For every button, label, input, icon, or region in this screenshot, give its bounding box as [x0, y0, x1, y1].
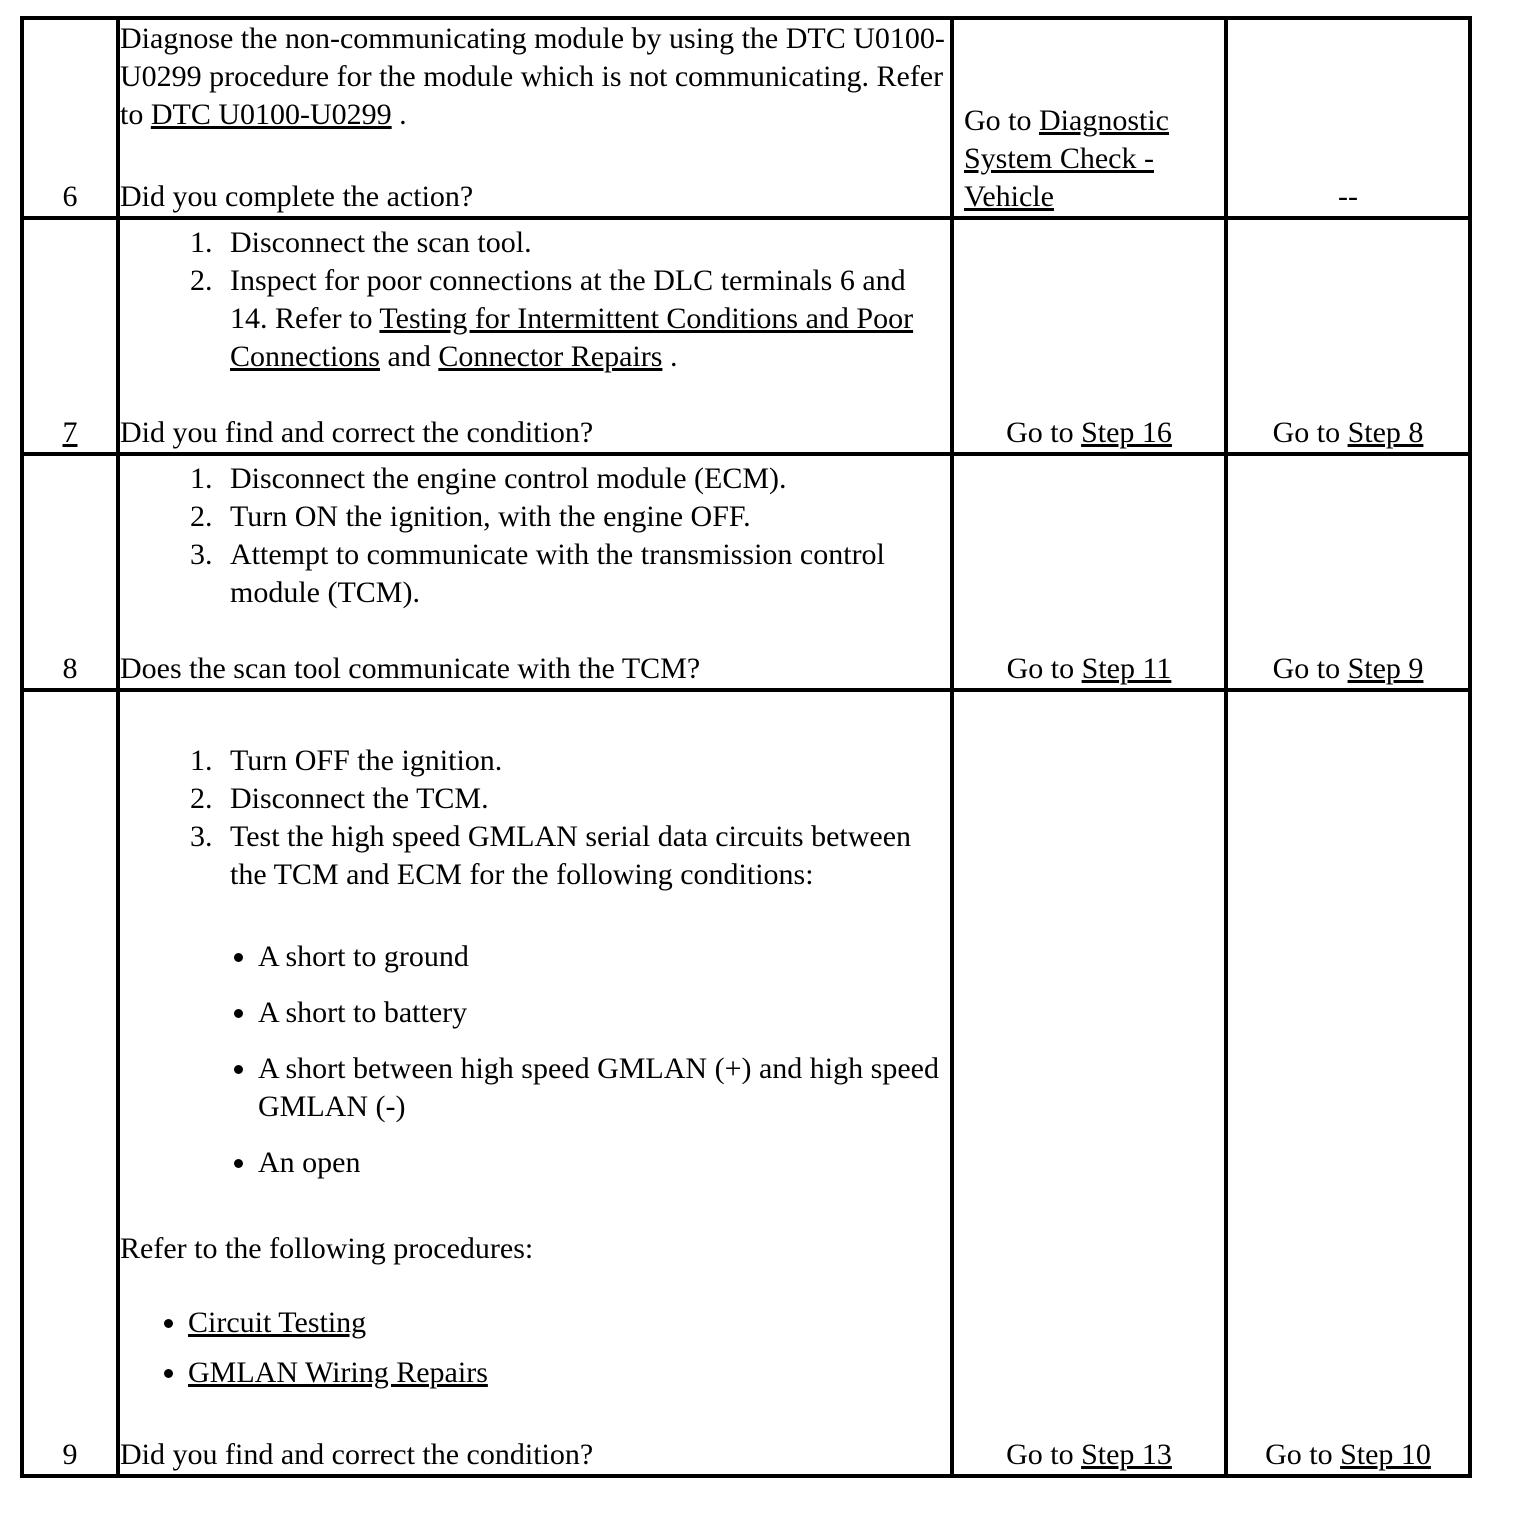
step-question: Did you find and correct the condition? [120, 1438, 594, 1471]
reference-list [120, 1304, 950, 1392]
step-action [118, 18, 952, 218]
yes-prefix: Go to [1006, 416, 1082, 449]
action-text: Diagnose the non-communicating module by using the DTC U0100-U0299 procedure for the module which is not communicating. Refer to [120, 22, 945, 131]
link-diagnostic-system-check[interactable]: Diagnostic System Check - Vehicle [964, 104, 1169, 213]
condition-item: • An open [258, 1144, 950, 1182]
step-number[interactable] [22, 218, 118, 454]
procedure-text: . [662, 340, 678, 373]
procedure-list [120, 460, 950, 612]
step-row-6 [22, 18, 1470, 218]
step-7-link[interactable]: 7 [62, 416, 78, 449]
step-no-result [1226, 218, 1470, 454]
yes-prefix: Go to [1006, 652, 1082, 685]
step-action [118, 454, 952, 690]
action-tail: . [391, 98, 407, 131]
procedure-item [220, 262, 950, 376]
reference-item [188, 1354, 950, 1392]
step-no-result [1226, 454, 1470, 690]
procedure-item: 1. Turn OFF the ignition. [220, 742, 950, 780]
link-step-9[interactable]: Step 9 [1347, 652, 1424, 685]
step-row-7 [22, 218, 1470, 454]
procedure-list [120, 224, 950, 376]
procedure-text: Test the high speed GMLAN serial data circuits between the TCM and ECM for the following conditions: [230, 820, 912, 891]
step-action [118, 690, 952, 1476]
step-yes-result [952, 218, 1226, 454]
no-prefix: Go to [1272, 652, 1348, 685]
diagnostic-steps-table [20, 16, 1472, 1478]
step-no-result: -- [1226, 18, 1470, 218]
yes-prefix: Go to [964, 104, 1039, 137]
procedure-item: 3. Attempt to communicate with the transmission control module (TCM). [220, 536, 950, 612]
link-step-16[interactable]: Step 16 [1081, 416, 1172, 449]
procedure-text: and [380, 340, 439, 373]
link-circuit-testing[interactable]: Circuit Testing [188, 1306, 367, 1339]
step-row-8 [22, 454, 1470, 690]
link-step-13[interactable]: Step 13 [1081, 1438, 1172, 1471]
condition-item: • A short between high speed GMLAN (+) and high speed GMLAN (-) [258, 1050, 950, 1126]
step-no-result [1226, 690, 1470, 1476]
condition-item: • A short to battery [258, 994, 950, 1032]
condition-list [120, 938, 950, 1182]
refer-text: Refer to the following procedures: [120, 1232, 534, 1265]
no-prefix: Go to [1265, 1438, 1341, 1471]
link-step-10[interactable]: Step 10 [1340, 1438, 1431, 1471]
procedure-list [120, 742, 950, 894]
step-question: Did you find and correct the condition? [120, 416, 594, 449]
step-yes-result [952, 454, 1226, 690]
procedure-item: 2. Disconnect the TCM. [220, 780, 950, 818]
step-yes-result [952, 690, 1226, 1476]
step-yes-result [952, 18, 1226, 218]
no-prefix: Go to [1272, 416, 1348, 449]
condition-item: • A short to ground [258, 938, 950, 976]
reference-item [188, 1304, 950, 1342]
link-dtc-u0100-u0299[interactable]: DTC U0100-U0299 [150, 98, 392, 131]
step-action [118, 218, 952, 454]
link-step-8[interactable]: Step 8 [1347, 416, 1424, 449]
procedure-text: Inspect for poor connections at the DLC terminals 6 and 14. Refer to [230, 264, 906, 335]
link-testing-intermittent-conditions[interactable]: Testing for Intermittent Conditions and Poor Connections [230, 302, 914, 373]
yes-prefix: Go to [1006, 1438, 1082, 1471]
step-number: 8 [22, 454, 118, 690]
procedure-item [220, 224, 950, 262]
step-row-9 [22, 690, 1470, 1476]
step-number: 6 [22, 18, 118, 218]
procedure-item: 2. Turn ON the ignition, with the engine OFF. [220, 498, 950, 536]
step-question: Does the scan tool communicate with the TCM? [120, 652, 701, 685]
procedure-item: 1. Disconnect the engine control module (ECM). [220, 460, 950, 498]
step-number: 9 [22, 690, 118, 1476]
step-question: Did you complete the action? [120, 180, 474, 213]
procedure-item [220, 818, 950, 894]
link-connector-repairs[interactable]: Connector Repairs [438, 340, 663, 373]
link-step-11[interactable]: Step 11 [1081, 652, 1172, 685]
link-gmlan-wiring-repairs[interactable]: GMLAN Wiring Repairs [188, 1356, 488, 1389]
procedure-text: Disconnect the scan tool. [230, 226, 532, 259]
